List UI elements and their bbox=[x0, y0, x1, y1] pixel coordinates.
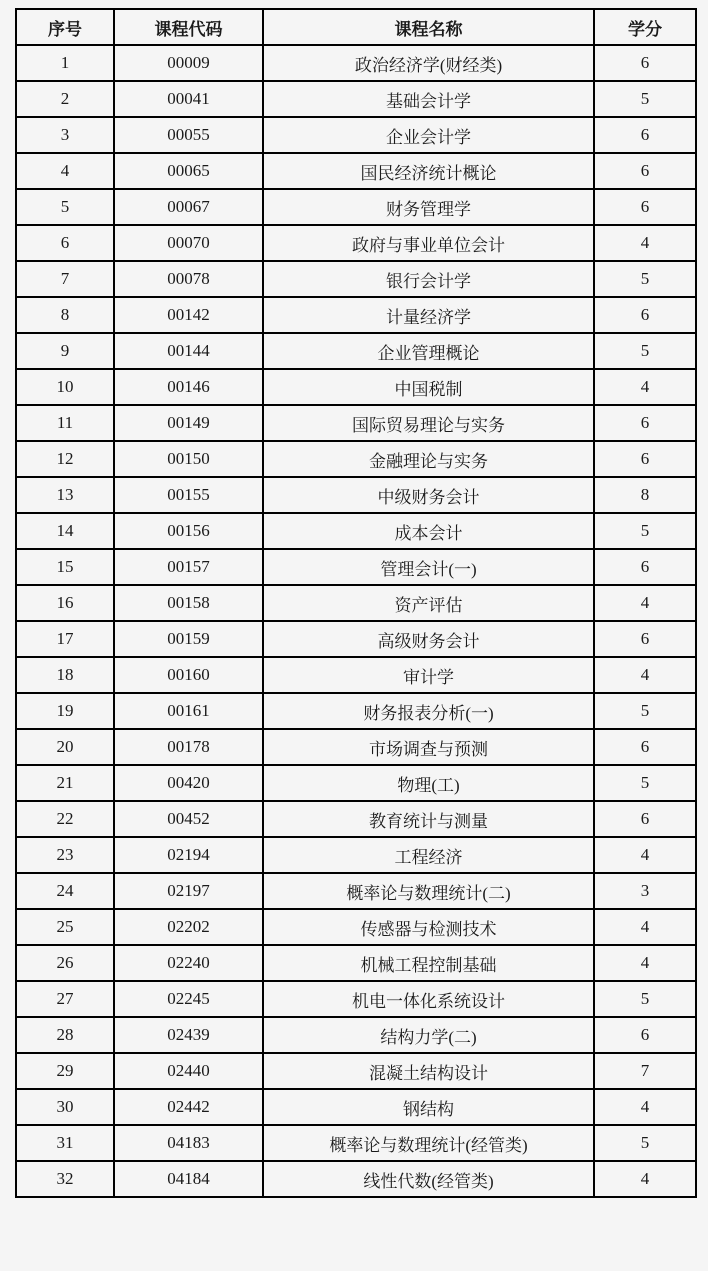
cell-credits: 3 bbox=[594, 873, 696, 909]
table-row bbox=[16, 1125, 696, 1161]
cell-code: 00078 bbox=[114, 261, 263, 297]
table-row bbox=[16, 1161, 696, 1197]
cell-credits: 4 bbox=[594, 369, 696, 405]
cell-name: 资产评估 bbox=[263, 585, 594, 621]
cell-name: 结构力学(二) bbox=[263, 1017, 594, 1053]
cell-no: 16 bbox=[16, 585, 114, 621]
table-row bbox=[16, 909, 696, 945]
table-row bbox=[16, 729, 696, 765]
cell-credits: 4 bbox=[594, 1089, 696, 1125]
cell-credits: 5 bbox=[594, 261, 696, 297]
cell-no: 2 bbox=[16, 81, 114, 117]
table-row bbox=[16, 153, 696, 189]
table-row bbox=[16, 261, 696, 297]
cell-no: 3 bbox=[16, 117, 114, 153]
table-row bbox=[16, 549, 696, 585]
cell-no: 11 bbox=[16, 405, 114, 441]
cell-code: 00009 bbox=[114, 45, 263, 81]
table-row bbox=[16, 873, 696, 909]
cell-name: 概率论与数理统计(经管类) bbox=[263, 1125, 594, 1161]
table-row bbox=[16, 45, 696, 81]
cell-credits: 5 bbox=[594, 513, 696, 549]
cell-credits: 8 bbox=[594, 477, 696, 513]
cell-no: 1 bbox=[16, 45, 114, 81]
table-row bbox=[16, 405, 696, 441]
header-cell-name: 课程名称 bbox=[263, 9, 594, 45]
cell-credits: 5 bbox=[594, 1125, 696, 1161]
table-row bbox=[16, 1089, 696, 1125]
cell-code: 02442 bbox=[114, 1089, 263, 1125]
cell-credits: 6 bbox=[594, 1017, 696, 1053]
cell-credits: 7 bbox=[594, 1053, 696, 1089]
table-row bbox=[16, 1053, 696, 1089]
table-row bbox=[16, 297, 696, 333]
cell-no: 8 bbox=[16, 297, 114, 333]
cell-credits: 6 bbox=[594, 117, 696, 153]
cell-code: 00067 bbox=[114, 189, 263, 225]
cell-credits: 4 bbox=[594, 225, 696, 261]
table-header bbox=[16, 9, 696, 45]
course-table bbox=[15, 8, 697, 1198]
cell-no: 21 bbox=[16, 765, 114, 801]
cell-code: 02194 bbox=[114, 837, 263, 873]
cell-name: 中国税制 bbox=[263, 369, 594, 405]
cell-no: 4 bbox=[16, 153, 114, 189]
cell-code: 02440 bbox=[114, 1053, 263, 1089]
table-row bbox=[16, 837, 696, 873]
cell-no: 24 bbox=[16, 873, 114, 909]
cell-name: 计量经济学 bbox=[263, 297, 594, 333]
cell-credits: 4 bbox=[594, 1161, 696, 1197]
cell-no: 31 bbox=[16, 1125, 114, 1161]
cell-name: 政府与事业单位会计 bbox=[263, 225, 594, 261]
cell-code: 00178 bbox=[114, 729, 263, 765]
cell-credits: 4 bbox=[594, 837, 696, 873]
cell-no: 13 bbox=[16, 477, 114, 513]
cell-no: 26 bbox=[16, 945, 114, 981]
cell-credits: 6 bbox=[594, 405, 696, 441]
cell-code: 00142 bbox=[114, 297, 263, 333]
table-row bbox=[16, 621, 696, 657]
cell-no: 14 bbox=[16, 513, 114, 549]
cell-no: 22 bbox=[16, 801, 114, 837]
cell-name: 财务报表分析(一) bbox=[263, 693, 594, 729]
cell-credits: 5 bbox=[594, 765, 696, 801]
cell-code: 00149 bbox=[114, 405, 263, 441]
table-row bbox=[16, 945, 696, 981]
cell-name: 管理会计(一) bbox=[263, 549, 594, 585]
table-row bbox=[16, 117, 696, 153]
cell-no: 12 bbox=[16, 441, 114, 477]
table-row bbox=[16, 441, 696, 477]
cell-code: 00159 bbox=[114, 621, 263, 657]
cell-credits: 4 bbox=[594, 657, 696, 693]
cell-name: 机电一体化系统设计 bbox=[263, 981, 594, 1017]
cell-no: 5 bbox=[16, 189, 114, 225]
cell-name: 钢结构 bbox=[263, 1089, 594, 1125]
cell-name: 混凝土结构设计 bbox=[263, 1053, 594, 1089]
cell-no: 29 bbox=[16, 1053, 114, 1089]
cell-code: 02202 bbox=[114, 909, 263, 945]
cell-name: 政治经济学(财经类) bbox=[263, 45, 594, 81]
cell-name: 审计学 bbox=[263, 657, 594, 693]
cell-no: 25 bbox=[16, 909, 114, 945]
cell-name: 企业管理概论 bbox=[263, 333, 594, 369]
cell-credits: 5 bbox=[594, 693, 696, 729]
cell-credits: 6 bbox=[594, 189, 696, 225]
cell-code: 00452 bbox=[114, 801, 263, 837]
cell-name: 概率论与数理统计(二) bbox=[263, 873, 594, 909]
table-row bbox=[16, 81, 696, 117]
header-cell-credits: 学分 bbox=[594, 9, 696, 45]
cell-name: 教育统计与测量 bbox=[263, 801, 594, 837]
cell-credits: 5 bbox=[594, 333, 696, 369]
cell-name: 成本会计 bbox=[263, 513, 594, 549]
table-row bbox=[16, 477, 696, 513]
cell-code: 00150 bbox=[114, 441, 263, 477]
cell-credits: 5 bbox=[594, 981, 696, 1017]
cell-credits: 6 bbox=[594, 297, 696, 333]
cell-no: 27 bbox=[16, 981, 114, 1017]
cell-no: 9 bbox=[16, 333, 114, 369]
table-row bbox=[16, 585, 696, 621]
table-row bbox=[16, 981, 696, 1017]
cell-name: 基础会计学 bbox=[263, 81, 594, 117]
header-row bbox=[16, 9, 696, 45]
cell-name: 高级财务会计 bbox=[263, 621, 594, 657]
cell-name: 银行会计学 bbox=[263, 261, 594, 297]
cell-name: 机械工程控制基础 bbox=[263, 945, 594, 981]
cell-code: 02240 bbox=[114, 945, 263, 981]
cell-code: 02439 bbox=[114, 1017, 263, 1053]
cell-code: 00156 bbox=[114, 513, 263, 549]
cell-name: 传感器与检测技术 bbox=[263, 909, 594, 945]
cell-credits: 6 bbox=[594, 441, 696, 477]
cell-credits: 4 bbox=[594, 585, 696, 621]
cell-credits: 6 bbox=[594, 549, 696, 585]
cell-no: 15 bbox=[16, 549, 114, 585]
cell-code: 04184 bbox=[114, 1161, 263, 1197]
cell-no: 17 bbox=[16, 621, 114, 657]
table-body bbox=[16, 45, 696, 1197]
table-row bbox=[16, 1017, 696, 1053]
cell-credits: 6 bbox=[594, 621, 696, 657]
table-row bbox=[16, 693, 696, 729]
cell-code: 00155 bbox=[114, 477, 263, 513]
cell-code: 00146 bbox=[114, 369, 263, 405]
cell-name: 中级财务会计 bbox=[263, 477, 594, 513]
cell-name: 金融理论与实务 bbox=[263, 441, 594, 477]
cell-credits: 6 bbox=[594, 801, 696, 837]
cell-name: 财务管理学 bbox=[263, 189, 594, 225]
cell-credits: 6 bbox=[594, 153, 696, 189]
table-row bbox=[16, 513, 696, 549]
header-cell-code: 课程代码 bbox=[114, 9, 263, 45]
cell-no: 20 bbox=[16, 729, 114, 765]
table-row bbox=[16, 765, 696, 801]
cell-credits: 5 bbox=[594, 81, 696, 117]
cell-name: 工程经济 bbox=[263, 837, 594, 873]
cell-no: 7 bbox=[16, 261, 114, 297]
cell-code: 00161 bbox=[114, 693, 263, 729]
cell-code: 00055 bbox=[114, 117, 263, 153]
cell-code: 00070 bbox=[114, 225, 263, 261]
cell-code: 00041 bbox=[114, 81, 263, 117]
cell-credits: 4 bbox=[594, 909, 696, 945]
cell-no: 23 bbox=[16, 837, 114, 873]
cell-code: 00157 bbox=[114, 549, 263, 585]
cell-no: 18 bbox=[16, 657, 114, 693]
cell-code: 00160 bbox=[114, 657, 263, 693]
cell-no: 6 bbox=[16, 225, 114, 261]
table-row bbox=[16, 801, 696, 837]
cell-name: 企业会计学 bbox=[263, 117, 594, 153]
cell-no: 30 bbox=[16, 1089, 114, 1125]
cell-code: 00065 bbox=[114, 153, 263, 189]
table-row bbox=[16, 369, 696, 405]
cell-no: 28 bbox=[16, 1017, 114, 1053]
cell-name: 国民经济统计概论 bbox=[263, 153, 594, 189]
table-row bbox=[16, 657, 696, 693]
cell-code: 02245 bbox=[114, 981, 263, 1017]
table-row bbox=[16, 189, 696, 225]
cell-no: 32 bbox=[16, 1161, 114, 1197]
cell-name: 市场调查与预测 bbox=[263, 729, 594, 765]
cell-name: 线性代数(经管类) bbox=[263, 1161, 594, 1197]
cell-credits: 6 bbox=[594, 729, 696, 765]
header-cell-no: 序号 bbox=[16, 9, 114, 45]
cell-no: 10 bbox=[16, 369, 114, 405]
cell-credits: 6 bbox=[594, 45, 696, 81]
cell-code: 04183 bbox=[114, 1125, 263, 1161]
table-row bbox=[16, 225, 696, 261]
cell-name: 国际贸易理论与实务 bbox=[263, 405, 594, 441]
table-row bbox=[16, 333, 696, 369]
cell-no: 19 bbox=[16, 693, 114, 729]
cell-code: 00144 bbox=[114, 333, 263, 369]
cell-credits: 4 bbox=[594, 945, 696, 981]
cell-name: 物理(工) bbox=[263, 765, 594, 801]
cell-code: 00158 bbox=[114, 585, 263, 621]
cell-code: 02197 bbox=[114, 873, 263, 909]
cell-code: 00420 bbox=[114, 765, 263, 801]
